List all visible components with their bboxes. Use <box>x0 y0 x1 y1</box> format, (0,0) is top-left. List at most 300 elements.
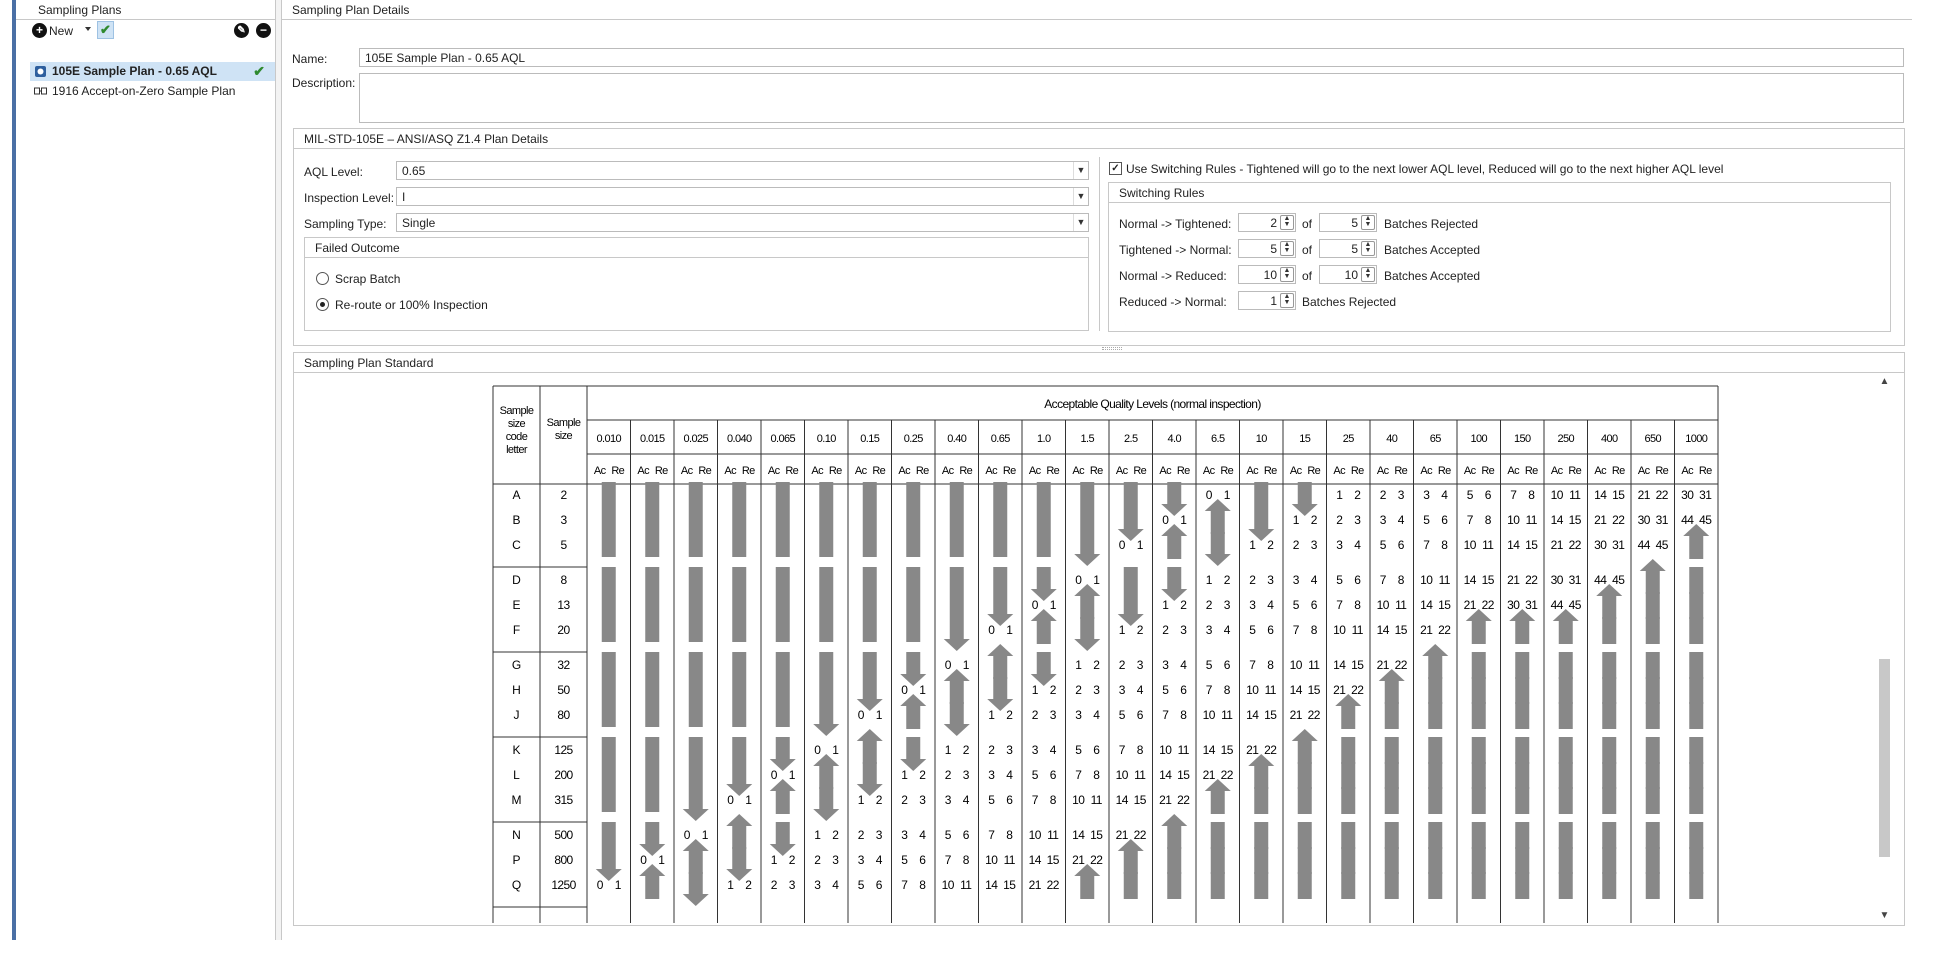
up-arrow-segment <box>1298 847 1312 874</box>
re-value: 6 <box>1006 793 1013 807</box>
re-header: Re <box>1002 465 1016 477</box>
re-value: 22 <box>1351 683 1364 697</box>
ac-value: 14 <box>1202 743 1215 757</box>
up-arrow-segment <box>1472 822 1486 849</box>
ac-value: 2 <box>1379 488 1386 502</box>
re-value: 6 <box>1223 658 1230 672</box>
rule-count-spinner[interactable] <box>1238 239 1296 258</box>
plan-name: 105E Sample Plan - 0.65 AQL <box>52 64 217 78</box>
up-arrow-segment <box>1559 652 1573 679</box>
ac-value: 1 <box>1118 623 1125 637</box>
down-arrow-segment <box>645 677 659 702</box>
plan-item[interactable] <box>30 82 275 101</box>
re-value: 4 <box>1006 768 1013 782</box>
ac-value: 2 <box>1292 538 1299 552</box>
re-value: 6 <box>1354 573 1361 587</box>
failed-outcome-group <box>304 237 1089 331</box>
up-arrow-segment <box>1254 787 1268 814</box>
ac-value: 3 <box>857 853 864 867</box>
spinner-value: 10 <box>1263 268 1277 282</box>
ac-value: 21 <box>1637 488 1650 502</box>
rule-window-spinner[interactable] <box>1319 213 1377 232</box>
ac-header: Ac <box>1550 465 1563 477</box>
down-arrow-segment <box>602 677 616 702</box>
ac-value: 0 <box>901 683 908 697</box>
ac-value: 5 <box>944 828 951 842</box>
rule-window-spinner[interactable] <box>1319 239 1377 258</box>
sampling-type-select[interactable] <box>396 213 1089 232</box>
up-arrow-segment <box>1602 822 1616 849</box>
up-arrow-segment <box>1472 847 1486 874</box>
up-arrow-segment <box>1124 872 1138 899</box>
ac-value: 1 <box>1336 488 1343 502</box>
rule-count-spinner[interactable] <box>1238 291 1296 310</box>
ac-value: 14 <box>1333 658 1346 672</box>
ac-value: 14 <box>1507 538 1520 552</box>
down-arrow-segment <box>1124 592 1138 617</box>
ac-value: 5 <box>1075 743 1082 757</box>
new-button[interactable]: New <box>49 24 74 38</box>
re-value: 2 <box>875 793 882 807</box>
re-value: 15 <box>1133 793 1146 807</box>
use-switching-label[interactable]: Use Switching Rules - Tightened will go to the next lower AQL level, Reduced will go to the next higher AQL level <box>1126 162 1724 176</box>
ac-value: 21 <box>1159 793 1172 807</box>
up-arrow-segment <box>1559 762 1573 789</box>
sample-size: 800 <box>554 853 573 867</box>
remove-icon[interactable]: − <box>256 23 271 38</box>
spinner-arrows-icon[interactable]: ▲ ▼ <box>1280 241 1294 256</box>
up-arrow-segment <box>1646 652 1660 679</box>
re-value: 15 <box>1090 828 1103 842</box>
aql-select[interactable] <box>396 161 1089 180</box>
re-header: Re <box>1698 465 1712 477</box>
up-arrow-segment <box>1428 652 1442 679</box>
ac-value: 30 <box>1550 573 1563 587</box>
ac-value: 3 <box>1031 743 1038 757</box>
divider <box>1099 157 1100 331</box>
up-arrow-segment <box>950 677 964 704</box>
down-arrow-segment <box>863 652 877 677</box>
re-header: Re <box>611 465 625 477</box>
ac-value: 1 <box>1075 658 1082 672</box>
ac-value: 0 <box>1075 573 1082 587</box>
code-letter: M <box>511 793 522 807</box>
ac-value: 30 <box>1507 598 1520 612</box>
up-arrow-segment <box>1472 702 1486 729</box>
ac-header: Ac <box>724 465 737 477</box>
spinner-value: 5 <box>1351 216 1358 230</box>
up-arrow-segment <box>1167 532 1181 559</box>
rule-label: Normal -> Reduced: <box>1119 269 1227 283</box>
re-value: 11 <box>1047 828 1059 842</box>
up-arrow-segment <box>1211 822 1225 849</box>
scroll-thumb[interactable] <box>1879 659 1890 857</box>
up-arrow-segment <box>1602 652 1616 679</box>
spinner-arrows-icon[interactable]: ▲ ▼ <box>1280 215 1294 230</box>
inspection-level-select[interactable] <box>396 187 1089 206</box>
down-arrow-segment <box>776 677 790 702</box>
re-value: 1 <box>658 853 665 867</box>
down-arrow-segment <box>776 737 790 762</box>
spinner-arrows-icon[interactable]: ▲ ▼ <box>1361 241 1375 256</box>
spinner-arrows-icon[interactable]: ▲ ▼ <box>1280 267 1294 282</box>
re-header: Re <box>915 465 929 477</box>
up-arrow-segment <box>1428 702 1442 729</box>
ac-value: 7 <box>988 828 995 842</box>
down-arrow-segment <box>1080 532 1094 557</box>
chevron-down-icon[interactable]: ▼ <box>1073 188 1088 205</box>
re-value: 1 <box>1006 623 1013 637</box>
aql-level-header: 400 <box>1600 433 1618 445</box>
down-arrow-segment <box>776 652 790 677</box>
down-arrow-segment <box>732 762 746 787</box>
ac-value: 10 <box>1420 573 1433 587</box>
down-arrow-segment <box>602 592 616 617</box>
re-value: 8 <box>1136 743 1143 757</box>
re-header: Re <box>741 465 755 477</box>
re-value: 1 <box>1093 573 1100 587</box>
up-arrow-segment <box>1646 737 1660 764</box>
re-value: 22 <box>1133 828 1146 842</box>
re-value: 22 <box>1568 538 1581 552</box>
up-arrow-head <box>1422 644 1448 656</box>
up-arrow-segment <box>1559 702 1573 729</box>
plan-name: 1916 Accept-on-Zero Sample Plan <box>52 84 236 98</box>
name-label: Name: <box>292 52 328 66</box>
down-arrow-segment <box>906 617 920 642</box>
down-arrow-segment <box>645 762 659 787</box>
up-arrow-segment <box>1515 762 1529 789</box>
failed-outcome-title: Failed Outcome <box>305 238 1088 258</box>
re-header: Re <box>1263 465 1277 477</box>
up-arrow-segment <box>1211 507 1225 534</box>
new-dropdown-icon[interactable] <box>85 27 91 31</box>
down-arrow-segment <box>776 482 790 507</box>
down-arrow-segment <box>1211 532 1225 557</box>
re-value: 3 <box>1354 513 1361 527</box>
ac-value: 30 <box>1681 488 1694 502</box>
ac-header: Ac <box>811 465 824 477</box>
ac-value: 2 <box>857 828 864 842</box>
re-value: 2 <box>1136 623 1143 637</box>
re-value: 2 <box>919 768 926 782</box>
re-value: 2 <box>1267 538 1274 552</box>
add-icon[interactable]: + <box>32 23 47 38</box>
down-arrow-segment <box>776 567 790 592</box>
ac-value: 0 <box>640 853 647 867</box>
ac-value: 10 <box>1289 658 1302 672</box>
re-value: 6 <box>1136 708 1143 722</box>
down-arrow-segment <box>863 592 877 617</box>
up-arrow-segment <box>1559 872 1573 899</box>
ac-header: Ac <box>1507 465 1520 477</box>
rule-label: Tightened -> Normal: <box>1119 243 1232 257</box>
down-arrow-segment <box>732 617 746 642</box>
up-arrow-segment <box>1515 787 1529 814</box>
plan-doc-icon <box>34 65 47 78</box>
down-arrow-segment <box>645 787 659 812</box>
down-arrow-segment <box>993 677 1007 702</box>
ac-value: 10 <box>1115 768 1128 782</box>
re-value: 1 <box>701 828 708 842</box>
aql-level-header: 4.0 <box>1167 433 1181 445</box>
down-arrow-segment <box>863 567 877 592</box>
down-arrow-segment <box>950 592 964 617</box>
aql-level-header: 0.040 <box>726 433 752 445</box>
down-arrow-segment <box>602 737 616 762</box>
up-arrow-segment <box>1385 822 1399 849</box>
sample-size: 1250 <box>551 878 576 892</box>
ac-value: 5 <box>857 878 864 892</box>
down-arrow-segment <box>1124 567 1138 592</box>
re-header: Re <box>1220 465 1234 477</box>
re-header: Re <box>828 465 842 477</box>
sample-size: 5 <box>560 538 567 552</box>
down-arrow-segment <box>819 652 833 677</box>
down-arrow-segment <box>819 787 833 812</box>
up-arrow-segment <box>1341 822 1355 849</box>
re-value: 22 <box>1612 513 1625 527</box>
re-value: 4 <box>1354 538 1361 552</box>
of-label: of <box>1302 269 1313 283</box>
re-value: 15 <box>1612 488 1625 502</box>
aql-level-header: 1.5 <box>1080 433 1094 445</box>
re-value: 15 <box>1525 538 1538 552</box>
aql-level-header: 0.025 <box>683 433 709 445</box>
re-value: 4 <box>1267 598 1274 612</box>
ac-value: 14 <box>985 878 998 892</box>
re-value: 4 <box>1093 708 1100 722</box>
splitter-grip[interactable] <box>1102 347 1122 350</box>
down-arrow-segment <box>776 702 790 727</box>
re-value: 15 <box>1046 853 1059 867</box>
ac-header: Ac <box>1202 465 1215 477</box>
re-value: 3 <box>1006 743 1013 757</box>
down-arrow-segment <box>950 482 964 507</box>
name-field[interactable]: 105E Sample Plan - 0.65 AQL <box>359 48 1904 67</box>
re-value: 31 <box>1612 538 1625 552</box>
down-arrow-segment <box>993 482 1007 507</box>
up-arrow-segment <box>1602 592 1616 619</box>
re-value: 11 <box>1438 573 1450 587</box>
re-value: 11 <box>1264 683 1276 697</box>
re-header: Re <box>1524 465 1538 477</box>
down-arrow-segment <box>689 567 703 592</box>
ac-value: 2 <box>814 853 821 867</box>
scrap-batch-radio[interactable] <box>316 272 329 285</box>
ac-value: 10 <box>941 878 954 892</box>
down-arrow-segment <box>602 762 616 787</box>
re-value: 2 <box>962 743 969 757</box>
down-arrow-segment <box>1254 482 1268 507</box>
description-field[interactable] <box>359 73 1904 123</box>
up-arrow-segment <box>1298 822 1312 849</box>
up-arrow-segment <box>1689 592 1703 619</box>
reroute-radio[interactable] <box>316 298 329 311</box>
ac-header: Ac <box>941 465 954 477</box>
ac-value: 1 <box>944 743 951 757</box>
up-arrow-segment <box>1254 847 1268 874</box>
down-arrow-segment <box>950 702 964 727</box>
re-value: 8 <box>1049 793 1056 807</box>
scroll-up-icon[interactable]: ▲ <box>1879 376 1890 387</box>
up-arrow-segment <box>1254 822 1268 849</box>
spinner-arrows-icon[interactable]: ▲ ▼ <box>1361 267 1375 282</box>
spinner-arrows-icon[interactable]: ▲ ▼ <box>1280 293 1294 308</box>
chevron-down-icon[interactable]: ▼ <box>1073 214 1088 231</box>
aql-level-header: 0.65 <box>990 433 1010 445</box>
ac-header: Ac <box>637 465 650 477</box>
up-arrow-segment <box>1689 787 1703 814</box>
up-arrow-segment <box>1385 677 1399 704</box>
up-arrow-segment <box>1428 737 1442 764</box>
chevron-down-icon[interactable]: ▼ <box>1073 162 1088 179</box>
up-arrow-segment <box>1646 617 1660 644</box>
ac-value: 44 <box>1594 573 1607 587</box>
up-arrow-segment <box>1646 822 1660 849</box>
rule-suffix: Batches Accepted <box>1384 269 1481 283</box>
down-arrow-segment <box>906 567 920 592</box>
code-letter: K <box>512 743 521 757</box>
up-arrow-segment <box>1472 872 1486 899</box>
ac-value: 7 <box>1466 513 1473 527</box>
re-header: Re <box>1568 465 1582 477</box>
down-arrow-segment <box>1124 507 1138 532</box>
up-arrow-segment <box>1298 787 1312 814</box>
re-value: 8 <box>919 878 926 892</box>
code-letter: H <box>512 683 521 697</box>
re-value: 22 <box>1264 743 1277 757</box>
re-value: 6 <box>1267 623 1274 637</box>
down-arrow-segment <box>602 532 616 557</box>
rule-count-spinner[interactable] <box>1238 265 1296 284</box>
down-arrow-segment <box>776 617 790 642</box>
up-arrow-segment <box>1341 737 1355 764</box>
ac-header: Ac <box>1072 465 1085 477</box>
plan-item[interactable] <box>30 62 275 81</box>
ac-value: 21 <box>1028 878 1041 892</box>
up-arrow-segment <box>1472 737 1486 764</box>
spinner-value: 10 <box>1344 268 1358 282</box>
ac-value: 5 <box>1379 538 1386 552</box>
down-arrow-segment <box>602 617 616 642</box>
down-arrow-segment <box>993 507 1007 532</box>
up-arrow-segment <box>1341 847 1355 874</box>
down-arrow-segment <box>1124 482 1138 507</box>
down-arrow-segment <box>906 592 920 617</box>
ac-value: 0 <box>770 768 777 782</box>
ac-value: 0 <box>944 658 951 672</box>
aql-level-header: 40 <box>1386 433 1398 445</box>
down-arrow-segment <box>732 737 746 762</box>
scroll-down-icon[interactable]: ▼ <box>1879 910 1890 921</box>
re-value: 2 <box>1223 573 1230 587</box>
down-arrow-segment <box>993 567 1007 592</box>
up-arrow-segment <box>1559 737 1573 764</box>
ac-value: 5 <box>1249 623 1256 637</box>
re-value: 11 <box>1003 853 1015 867</box>
ac-value: 14 <box>1376 623 1389 637</box>
set-default-button[interactable]: ✔ <box>97 21 114 39</box>
up-arrow-segment <box>1602 617 1616 644</box>
re-value: 22 <box>1307 708 1320 722</box>
re-value: 2 <box>1006 708 1013 722</box>
ac-value: 21 <box>1202 768 1215 782</box>
spinner-arrows-icon[interactable]: ▲ ▼ <box>1361 215 1375 230</box>
re-value: 1 <box>832 743 839 757</box>
ac-value: 2 <box>988 743 995 757</box>
reroute-label[interactable]: Re-route or 100% Inspection <box>335 298 488 312</box>
re-value: 6 <box>1093 743 1100 757</box>
aql-level-header: 0.25 <box>903 433 923 445</box>
ac-value: 5 <box>1118 708 1125 722</box>
edit-icon[interactable]: ✎ <box>234 23 249 38</box>
ac-header: Ac <box>1159 465 1172 477</box>
up-arrow-segment <box>1646 567 1660 594</box>
down-arrow-segment <box>645 507 659 532</box>
up-arrow-segment <box>1559 617 1573 644</box>
sample-size: 3 <box>560 513 567 527</box>
rule-window-spinner[interactable] <box>1319 265 1377 284</box>
vertical-scrollbar[interactable] <box>1877 375 1892 923</box>
use-switching-checkbox[interactable]: ✓ <box>1109 162 1122 175</box>
down-arrow-segment <box>602 787 616 812</box>
up-arrow-segment <box>645 872 659 899</box>
sample-size: 32 <box>557 658 570 672</box>
ac-value: 14 <box>1115 793 1128 807</box>
ac-value: 14 <box>1072 828 1085 842</box>
up-arrow-segment <box>1515 652 1529 679</box>
up-arrow-segment <box>1211 872 1225 899</box>
down-arrow-segment <box>819 677 833 702</box>
down-arrow-segment <box>819 507 833 532</box>
ac-value: 1 <box>1031 683 1038 697</box>
ac-value: 1 <box>1292 513 1299 527</box>
plans-toolbar <box>16 20 275 42</box>
down-arrow-head <box>683 809 709 821</box>
re-value: 3 <box>1136 658 1143 672</box>
ac-value: 14 <box>1028 853 1041 867</box>
down-arrow-head <box>813 724 839 736</box>
down-arrow-segment <box>732 482 746 507</box>
rule-count-spinner[interactable] <box>1238 213 1296 232</box>
ac-value: 21 <box>1376 658 1389 672</box>
ac-value: 10 <box>1202 708 1215 722</box>
up-arrow-segment <box>1689 702 1703 729</box>
down-arrow-segment <box>1167 482 1181 507</box>
scrap-batch-label[interactable]: Scrap Batch <box>335 272 401 286</box>
re-value: 8 <box>1267 658 1274 672</box>
ac-value: 2 <box>1031 708 1038 722</box>
re-value: 8 <box>1528 488 1535 502</box>
re-header: Re <box>959 465 973 477</box>
up-arrow-segment <box>1689 762 1703 789</box>
down-arrow-segment <box>732 677 746 702</box>
down-arrow-segment <box>602 507 616 532</box>
down-arrow-segment <box>732 567 746 592</box>
aql-level-header: 0.15 <box>860 433 880 445</box>
sample-size: 200 <box>554 768 573 782</box>
ac-value: 10 <box>1376 598 1389 612</box>
down-arrow-segment <box>1167 567 1181 592</box>
ac-value: 44 <box>1681 513 1694 527</box>
re-value: 15 <box>1481 573 1494 587</box>
ac-value: 2 <box>770 878 777 892</box>
ac-value: 21 <box>1507 573 1520 587</box>
ac-header: Ac <box>1028 465 1041 477</box>
column-header: size <box>554 430 573 442</box>
re-value: 22 <box>1177 793 1190 807</box>
